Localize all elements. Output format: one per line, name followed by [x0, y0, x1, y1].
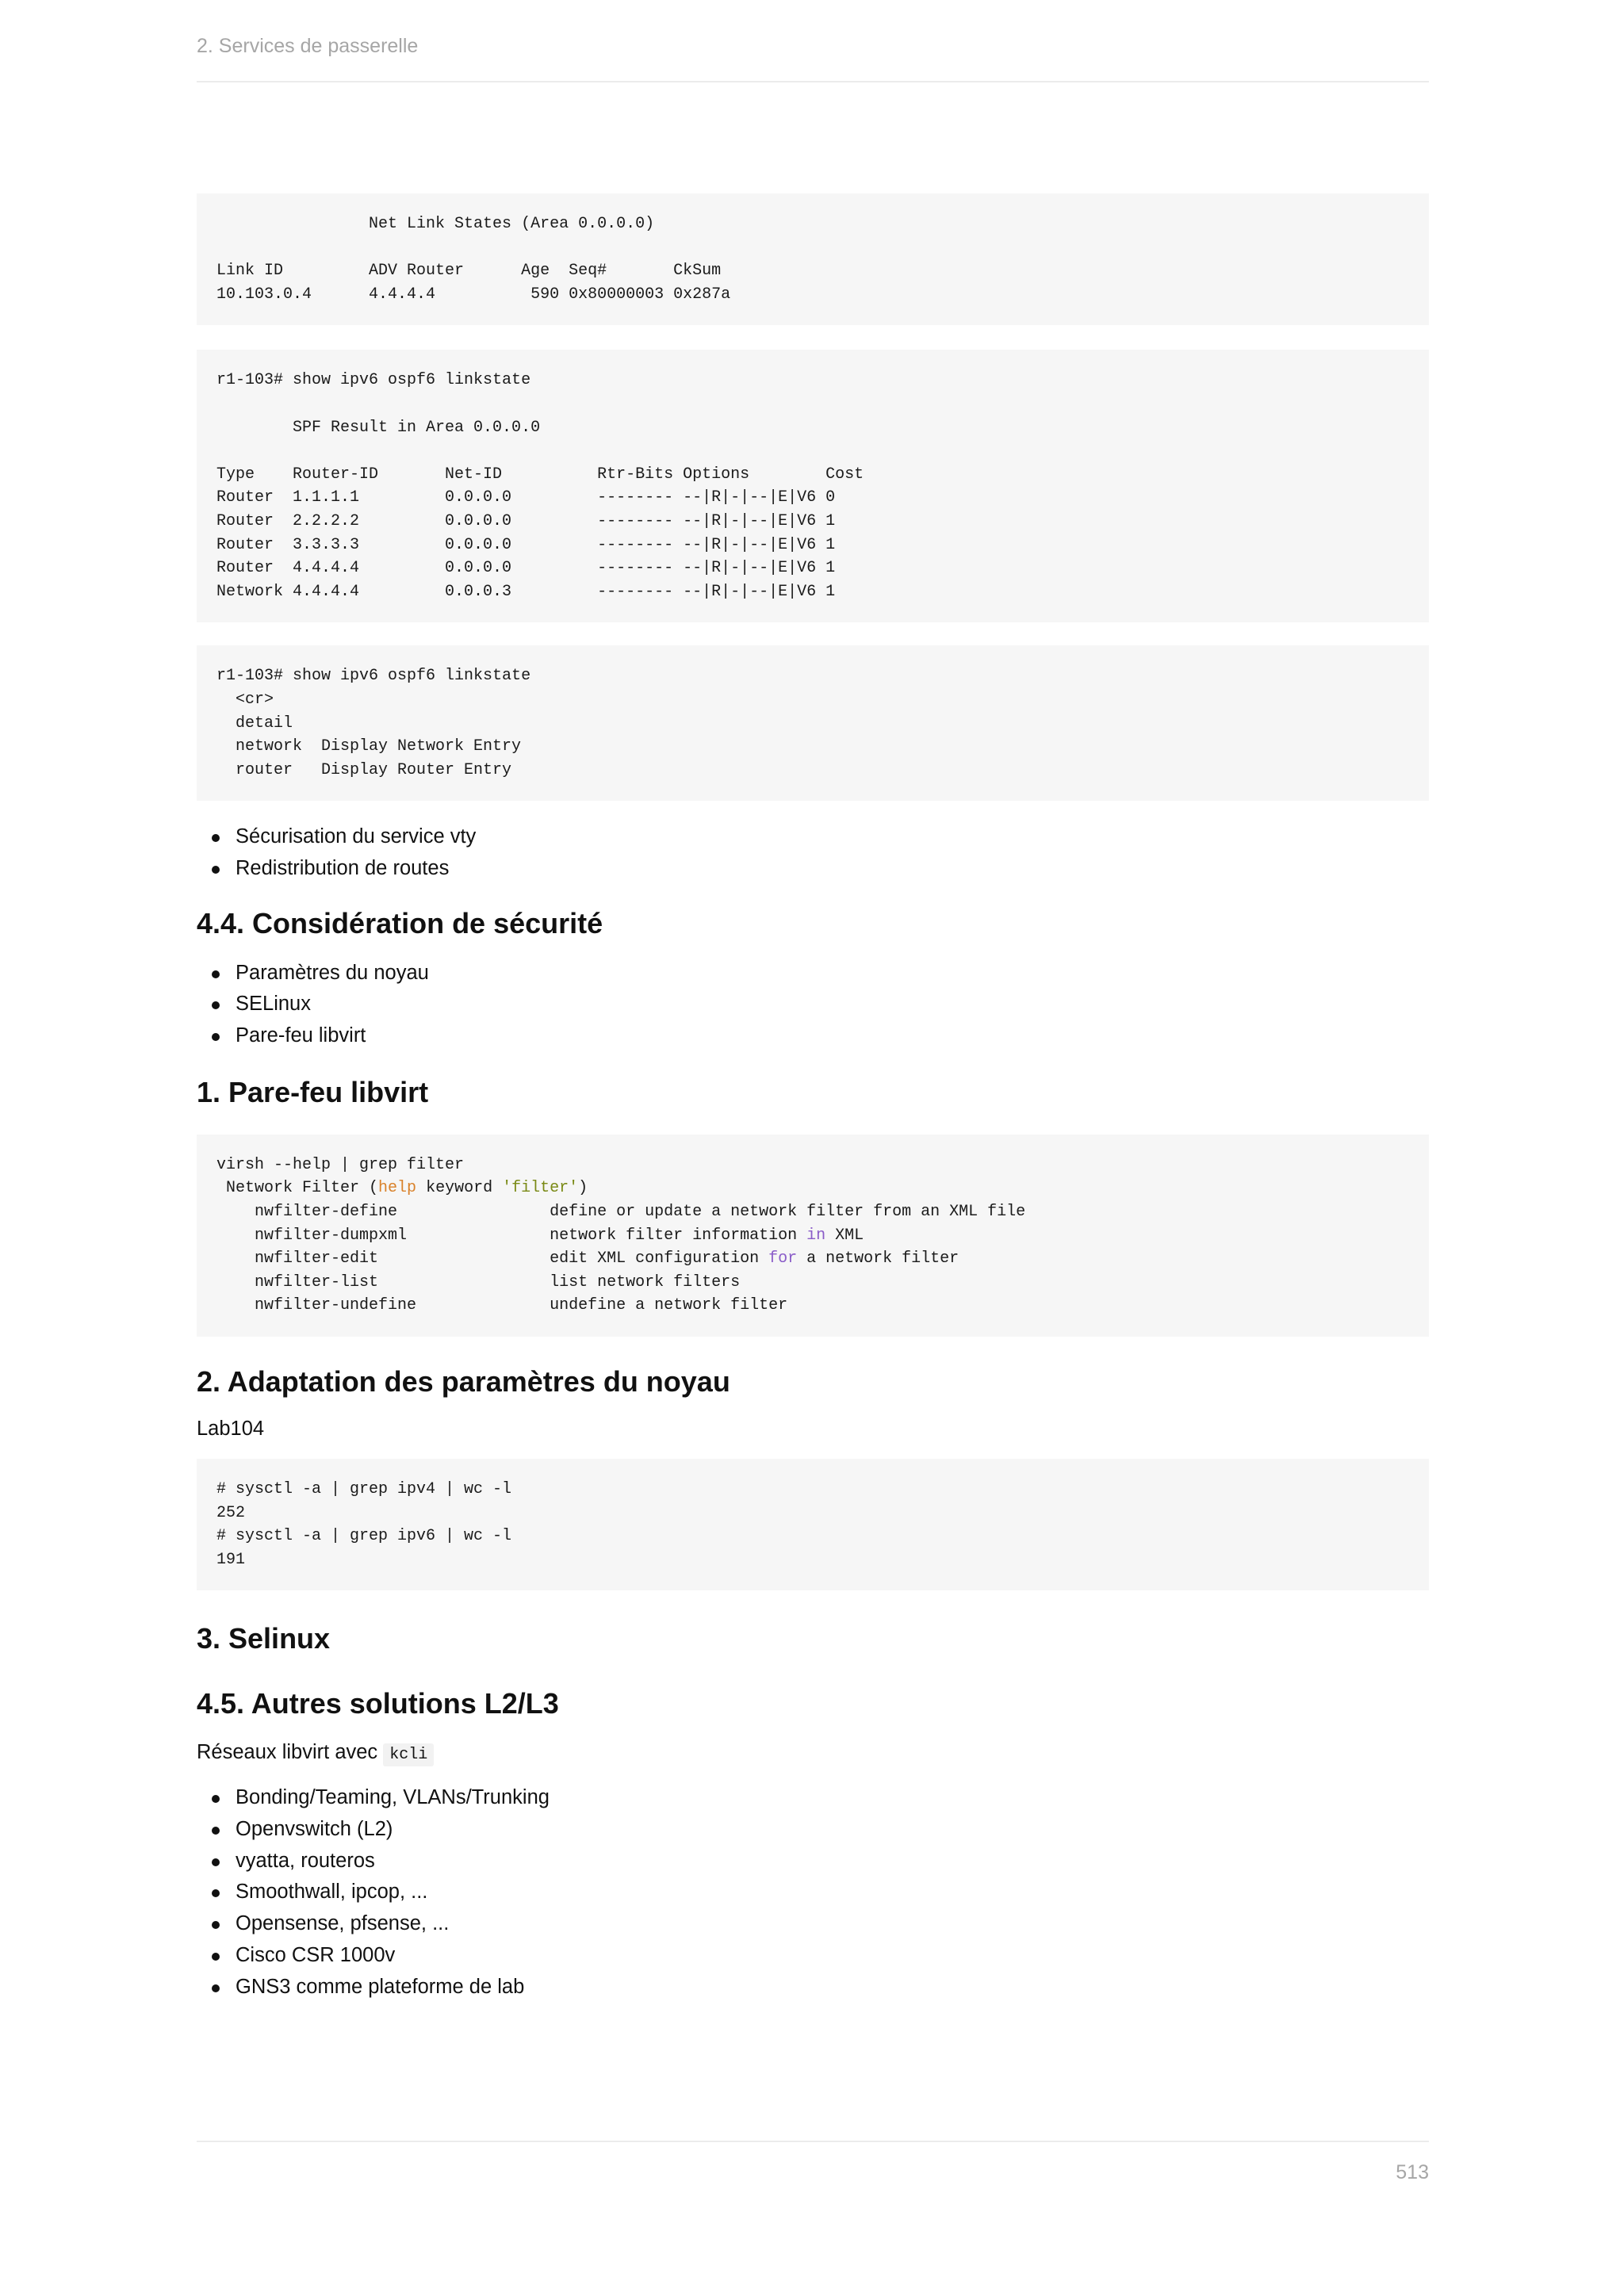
code-line: Type Router-ID Net-ID Rtr-Bits Options Cost — [216, 465, 864, 484]
code-line — [216, 439, 1409, 463]
intro-paragraph — [197, 1739, 1429, 1768]
page-number: 513 — [1396, 2161, 1429, 2183]
code-block-linkstate-help — [197, 645, 1429, 801]
list-item: Openvswitch (L2) — [197, 1814, 1429, 1846]
code-line: nwfilter-dumpxml network filter information in XML — [216, 1226, 864, 1245]
code-line: Router 3.3.3.3 0.0.0.0 -------- --|R|-|--|E|V6 1 — [216, 535, 836, 554]
lab-label: Lab104 — [197, 1417, 265, 1440]
list-item: vyatta, routeros — [197, 1846, 1429, 1877]
list-item: Sécurisation du service vty — [197, 821, 1429, 853]
code-line: 191 — [216, 1550, 246, 1569]
list-item: SELinux — [197, 989, 1429, 1020]
code-line: r1-103# show ipv6 ospf6 linkstate — [216, 667, 531, 686]
footer-rule — [197, 2141, 1429, 2142]
section-heading-other-solutions: 4.5. Autres solutions L2/L3 — [197, 1687, 559, 1720]
section-heading-kernel-params: 2. Adaptation des paramètres du noyau — [197, 1364, 730, 1398]
code-line: Link ID ADV Router Age Seq# CkSum — [216, 262, 722, 281]
list-item: Cisco CSR 1000v — [197, 1940, 1429, 1972]
code-line: router Display Router Entry — [216, 760, 512, 779]
list-item: Opensense, pfsense, ... — [197, 1908, 1429, 1940]
code-block-virsh-filter — [197, 1135, 1429, 1337]
code-line: # sysctl -a | grep ipv6 | wc -l — [216, 1527, 512, 1546]
code-line: 252 — [216, 1503, 246, 1522]
list-item: Smoothwall, ipcop, ... — [197, 1877, 1429, 1908]
running-title: 2. Services de passerelle — [197, 35, 419, 57]
code-line: Network 4.4.4.4 0.0.0.3 -------- --|R|-|--|E|V6 1 — [216, 582, 836, 601]
code-line: r1-103# show ipv6 ospf6 linkstate — [216, 371, 531, 390]
code-line: nwfilter-undefine undefine a network filter — [216, 1296, 788, 1315]
code-line: virsh --help | grep filter — [216, 1155, 465, 1174]
code-block-net-link-states — [197, 193, 1429, 325]
list-item: Bonding/Teaming, VLANs/Trunking — [197, 1782, 1429, 1814]
code-line: Network Filter (help keyword 'filter') — [216, 1179, 588, 1198]
code-line: Net Link States (Area 0.0.0.0) — [216, 215, 655, 233]
code-block-sysctl — [197, 1459, 1429, 1590]
code-line: network Display Network Entry — [216, 737, 522, 756]
code-line: Router 2.2.2.2 0.0.0.0 -------- --|R|-|--|E|V6 1 — [216, 511, 836, 530]
section-heading-selinux: 3. Selinux — [197, 1622, 331, 1655]
code-line: SPF Result in Area 0.0.0.0 — [216, 418, 541, 437]
code-line — [216, 236, 1409, 260]
code-line: # sysctl -a | grep ipv4 | wc -l — [216, 1479, 512, 1498]
list-item: Pare-feu libvirt — [197, 1020, 1429, 1052]
section-heading-security: 4.4. Considération de sécurité — [197, 906, 603, 939]
intro-text: Réseaux libvirt avec — [197, 1741, 378, 1764]
inline-code-kcli: kcli — [383, 1743, 434, 1766]
code-line: nwfilter-list list network filters — [216, 1272, 741, 1292]
code-line — [216, 392, 1409, 416]
section-heading-firewall: 1. Pare-feu libvirt — [197, 1075, 429, 1108]
code-block-spf-result — [197, 350, 1429, 622]
bullet-list — [197, 958, 1429, 1052]
running-header — [197, 35, 1429, 82]
page-content — [197, 193, 1429, 2003]
list-item: Paramètres du noyau — [197, 958, 1429, 989]
code-line: 10.103.0.4 4.4.4.4 590 0x80000003 0x287a — [216, 285, 731, 304]
code-line: Router 4.4.4.4 0.0.0.0 -------- --|R|-|--|E|V6 1 — [216, 559, 836, 578]
code-line: nwfilter-define define or update a network filter from an XML file — [216, 1202, 1026, 1221]
code-line: Router 1.1.1.1 0.0.0.0 -------- --|R|-|--|E|V6 0 — [216, 488, 836, 507]
bullet-list — [197, 821, 1429, 884]
code-line: nwfilter-edit edit XML configuration for a network filter — [216, 1249, 959, 1269]
code-line: detail — [216, 714, 293, 733]
list-item: Redistribution de routes — [197, 853, 1429, 885]
list-item: GNS3 comme plateforme de lab — [197, 1972, 1429, 2003]
bullet-list — [197, 1782, 1429, 2003]
code-line: <cr> — [216, 690, 274, 709]
